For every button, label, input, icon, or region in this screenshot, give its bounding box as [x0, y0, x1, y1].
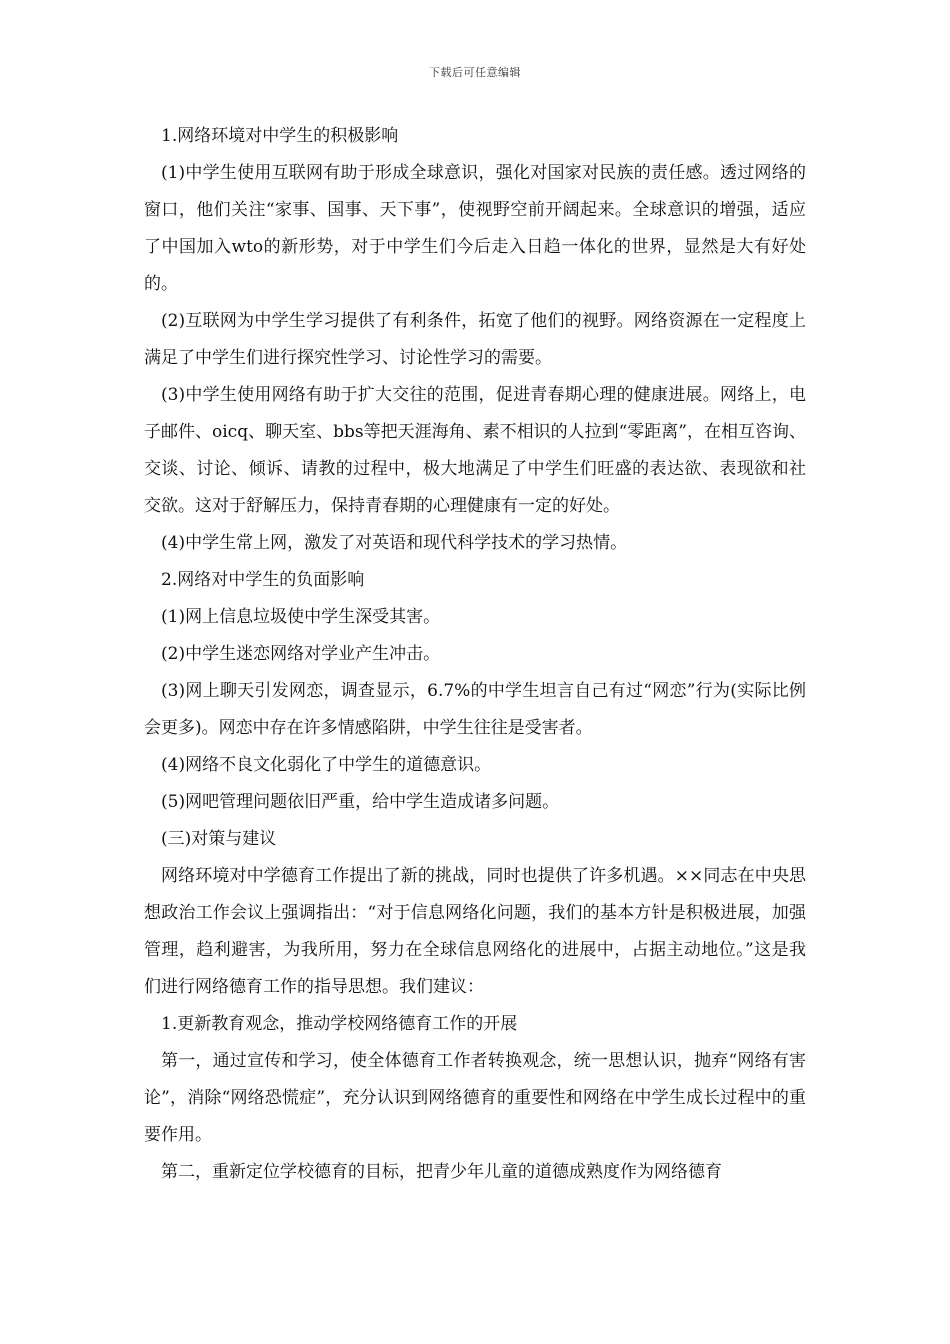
paragraph-challenges-opportunities: 网络环境对中学德育工作提出了新的挑战，同时也提供了许多机遇。××同志在中央思想政治工作会议上强调指出：“对于信息网络化问题，我们的基本方针是积极进展，加强管理，趋利避害，为我所用，努力在全球信息网络化的进展中，占据主动地位。”这是我们进行网络德育工作的指导思想。我们建议： [144, 866, 806, 997]
paragraph-learning-enthusiasm: (4)中学生常上网，激发了对英语和现代科学技术的学习热情。 [161, 533, 628, 553]
page-header: 下载后可任意编辑 [429, 66, 521, 79]
paragraph-moral-awareness: (4)网络不良文化弱化了中学生的道德意识。 [161, 755, 492, 775]
section-heading-update-concepts: 1.更新教育观念，推动学校网络德育工作的开展 [161, 1014, 518, 1034]
section-heading-positive-effects: 1.网络环境对中学生的积极影响 [161, 126, 399, 146]
paragraph-learning-conditions: (2)互联网为中学生学习提供了有利条件，拓宽了他们的视野。网络资源在一定程度上满足了中学生们进行探究性学习、讨论性学习的需要。 [144, 311, 806, 368]
document-body [144, 118, 806, 1191]
paragraph-global-awareness: (1)中学生使用互联网有助于形成全球意识，强化对国家对民族的责任感。透过网络的窗口，他们关注“家事、国事、天下事”，使视野空前开阔起来。全球意识的增强，适应了中国加入wto的新形势，对于中学生们今后走入日趋一体化的世界，显然是大有好处的。 [144, 163, 806, 294]
section-heading-countermeasures: (三)对策与建议 [161, 829, 277, 849]
paragraph-second-point: 第二，重新定位学校德育的目标，把青少年儿童的道德成熟度作为网络德育 [161, 1162, 722, 1182]
paragraph-first-point: 第一，通过宣传和学习，使全体德育工作者转换观念，统一思想认识，抛弃“网络有害论”，消除“网络恐慌症”，充分认识到网络德育的重要性和网络在中学生成长过程中的重要作用。 [144, 1051, 806, 1145]
paragraph-internet-cafe: (5)网吧管理问题依旧严重，给中学生造成诸多问题。 [161, 792, 560, 812]
paragraph-social-range: (3)中学生使用网络有助于扩大交往的范围，促进青春期心理的健康进展。网络上，电子邮件、oicq、聊天室、bbs等把天涯海角、素不相识的人拉到“零距离”，在相互咨询、交谈、讨论、倾诉、请教的过程中，极大地满足了中学生们旺盛的表达欲、表现欲和社交欲。这对于舒解压力，保持青春期的心理健康有一定的好处。 [144, 385, 806, 516]
paragraph-online-romance: (3)网上聊天引发网恋，调查显示，6.7%的中学生坦言自己有过“网恋”行为(实际比例会更多)。网恋中存在许多情感陷阱，中学生往往是受害者。 [144, 681, 806, 738]
paragraph-internet-addiction: (2)中学生迷恋网络对学业产生冲击。 [161, 644, 441, 664]
section-heading-negative-effects: 2.网络对中学生的负面影响 [161, 570, 365, 590]
paragraph-information-junk: (1)网上信息垃圾使中学生深受其害。 [161, 607, 441, 627]
